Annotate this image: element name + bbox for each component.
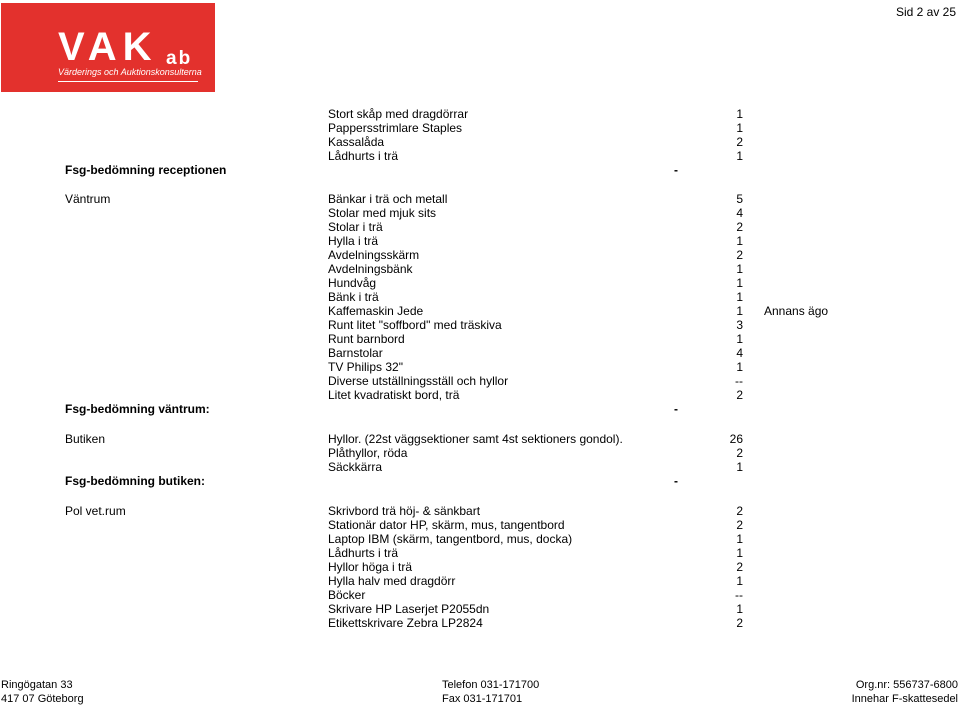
item-name: Avdelningsbänk [328,262,413,276]
inventory-row [0,346,960,360]
item-quantity: 26 [729,432,743,446]
item-quantity: 1 [736,602,743,616]
inventory-list [0,107,960,630]
assessment-row [0,163,960,177]
assessment-value: - [674,402,678,416]
inventory-row [0,532,960,546]
item-name: Diverse utställningsställ och hyllor [328,374,509,388]
item-quantity: 1 [736,234,743,248]
item-name: Laptop IBM (skärm, tangentbord, mus, docka) [328,532,573,546]
item-name: Hyllor höga i trä [328,560,413,574]
section-spacer [0,177,960,192]
assessment-label: Fsg-bedömning butiken: [65,474,205,488]
item-quantity: 3 [736,318,743,332]
room-name: Väntrum [65,192,111,206]
item-name: Stolar i trä [328,220,383,234]
inventory-row [0,360,960,374]
item-quantity: 4 [736,206,743,220]
item-name: Säckkärra [328,460,383,474]
inventory-row [0,304,960,318]
item-name: Litet kvadratiskt bord, trä [328,388,460,402]
inventory-row [0,262,960,276]
item-quantity: 1 [736,262,743,276]
item-quantity: 1 [736,546,743,560]
item-name: Stort skåp med dragdörrar [328,107,469,121]
item-quantity: 1 [736,304,743,318]
item-quantity: -- [735,374,743,388]
item-quantity: 1 [736,107,743,121]
inventory-row [0,602,960,616]
item-name: Hundvåg [328,276,377,290]
item-quantity: 1 [736,360,743,374]
item-quantity: 1 [736,121,743,135]
item-quantity: 2 [736,135,743,149]
item-name: Avdelningsskärm [328,248,420,262]
item-quantity: 5 [736,192,743,206]
item-quantity: 2 [736,616,743,630]
inventory-row [0,560,960,574]
logo-underline [58,81,198,82]
inventory-row [0,460,960,474]
item-name: Hyllor. (22st väggsektioner samt 4st sektioners gondol). [328,432,623,446]
section-spacer [0,488,960,504]
item-name: Runt barnbord [328,332,405,346]
item-name: Stolar med mjuk sits [328,206,437,220]
inventory-row [0,276,960,290]
footer-fax: Fax 031-171701 [442,693,523,705]
item-name: Stationär dator HP, skärm, mus, tangentbord [328,518,565,532]
item-name: Böcker [328,588,366,602]
item-name: Hylla halv med dragdörr [328,574,456,588]
inventory-row [0,518,960,532]
footer-phone: Telefon 031-171700 [442,679,540,691]
item-name: TV Philips 32" [328,360,403,374]
logo-brand: VAK [58,25,158,69]
section-spacer [0,416,960,432]
inventory-row [0,192,960,206]
item-name: Skrivare HP Laserjet P2055dn [328,602,490,616]
vak-logo [1,3,215,92]
inventory-row [0,318,960,332]
item-name: Skrivbord trä höj- & sänkbart [328,504,481,518]
item-name: Hylla i trä [328,234,379,248]
item-name: Lådhurts i trä [328,149,399,163]
item-quantity: 2 [736,504,743,518]
page-footer [0,678,960,706]
inventory-row [0,220,960,234]
inventory-row [0,121,960,135]
item-quantity: 2 [736,518,743,532]
item-quantity: 4 [736,346,743,360]
footer-address-city: 417 07 Göteborg [1,693,84,705]
item-name: Kaffemaskin Jede [328,304,424,318]
item-name: Bänk i trä [328,290,379,304]
logo-suffix: ab [166,48,193,69]
inventory-row [0,248,960,262]
assessment-value: - [674,163,678,177]
item-quantity: 2 [736,560,743,574]
item-quantity: -- [735,588,743,602]
item-quantity: 2 [736,220,743,234]
page-number: Sid 2 av 25 [895,5,956,19]
assessment-row [0,474,960,488]
item-name: Barnstolar [328,346,383,360]
inventory-row [0,107,960,121]
footer-org-nr: Org.nr: 556737-6800 [855,679,958,691]
inventory-row [0,374,960,388]
item-quantity: 2 [736,446,743,460]
assessment-row [0,402,960,416]
room-name: Butiken [65,432,106,446]
inventory-row [0,432,960,446]
item-quantity: 1 [736,149,743,163]
inventory-row [0,388,960,402]
item-quantity: 2 [736,388,743,402]
item-quantity: 1 [736,532,743,546]
inventory-row [0,290,960,304]
inventory-row [0,574,960,588]
item-name: Etikettskrivare Zebra LP2824 [328,616,483,630]
item-name: Runt litet "soffbord" med träskiva [328,318,502,332]
inventory-row [0,206,960,220]
assessment-label: Fsg-bedömning väntrum: [65,402,210,416]
assessment-value: - [674,474,678,488]
item-note: Annans ägo [764,304,829,318]
room-name: Pol vet.rum [65,504,126,518]
inventory-row [0,546,960,560]
item-name: Bänkar i trä och metall [328,192,448,206]
assessment-label: Fsg-bedömning receptionen [65,163,227,177]
item-name: Kassalåda [328,135,385,149]
inventory-row [0,149,960,163]
item-quantity: 2 [736,248,743,262]
inventory-row [0,504,960,518]
item-quantity: 1 [736,460,743,474]
inventory-row [0,135,960,149]
footer-f-skatt: Innehar F-skattesedel [851,693,958,705]
item-quantity: 1 [736,332,743,346]
item-quantity: 1 [736,276,743,290]
logo-tagline: Värderings och Auktionskonsulterna [58,67,202,77]
inventory-row [0,234,960,248]
inventory-row [0,588,960,602]
item-name: Plåthyllor, röda [328,446,408,460]
inventory-row [0,616,960,630]
item-name: Pappersstrimlare Staples [328,121,463,135]
item-quantity: 1 [736,290,743,304]
inventory-row [0,446,960,460]
footer-address-street: Ringögatan 33 [1,679,73,691]
inventory-row [0,332,960,346]
item-quantity: 1 [736,574,743,588]
item-name: Lådhurts i trä [328,546,399,560]
